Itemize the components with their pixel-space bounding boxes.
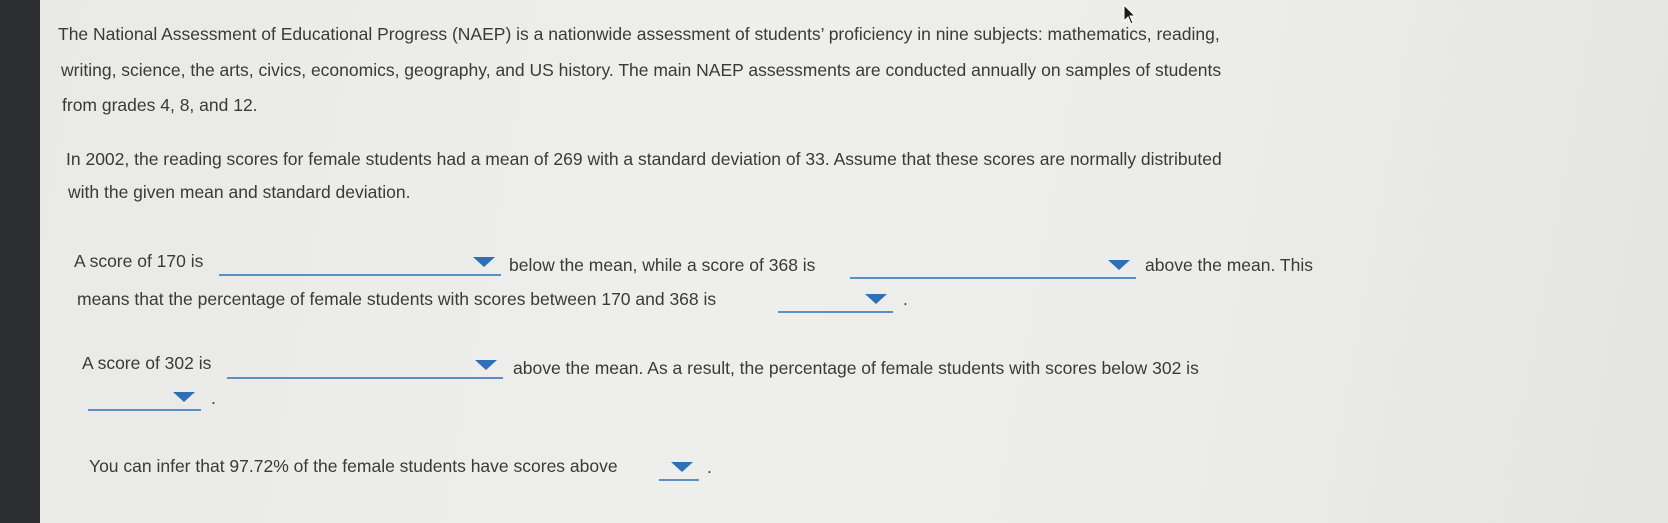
q1-text-d: means that the percentage of female students with scores between 170 and 368 is [77, 289, 717, 309]
q2-text-a: A score of 302 is [82, 353, 212, 373]
q1-text-a: A score of 170 is [74, 251, 204, 271]
chevron-down-icon [473, 257, 495, 267]
q3-text-a: You can infer that 97.72% of the female students have scores above [89, 456, 618, 476]
intro-line-3: from grades 4, 8, and 12. [62, 95, 258, 115]
chevron-down-icon [1108, 260, 1130, 270]
intro-line-1: The National Assessment of Educational Progress (NAEP) is a nationwide assessment of students’ proficiency in nine subjects: mathematics, reading, [58, 24, 1220, 44]
q1-text-b: below the mean, while a score of 368 is [509, 255, 816, 275]
intro-line-2: writing, science, the arts, civics, economics, geography, and US history. The main NAEP assessments are conducted annually on samples of students [61, 60, 1222, 80]
q3-dropdown-score[interactable] [659, 455, 699, 481]
chevron-down-icon [865, 294, 887, 304]
q1-dropdown-170[interactable] [219, 250, 501, 276]
q1-dropdown-percentage[interactable] [778, 287, 893, 313]
chevron-down-icon [475, 360, 497, 370]
q1-text-e: . [903, 289, 908, 309]
setup-line-1: In 2002, the reading scores for female students had a mean of 269 with a standard deviation of 33. Assume that these scores are normally distributed [66, 149, 1222, 169]
q2-dropdown-302[interactable] [227, 353, 503, 379]
q1-dropdown-368[interactable] [850, 253, 1136, 279]
q2-dropdown-percentage[interactable] [88, 385, 201, 411]
setup-line-2: with the given mean and standard deviation. [68, 182, 411, 202]
question-page [40, 0, 1668, 523]
mouse-pointer-icon [1123, 4, 1137, 26]
q2-text-b: above the mean. As a result, the percentage of female students with scores below 302 is [513, 358, 1199, 378]
q1-text-c: above the mean. This [1145, 255, 1313, 275]
chevron-down-icon [671, 462, 693, 472]
q2-text-c: . [211, 388, 216, 408]
chevron-down-icon [173, 392, 195, 402]
q3-text-b: . [707, 457, 712, 477]
